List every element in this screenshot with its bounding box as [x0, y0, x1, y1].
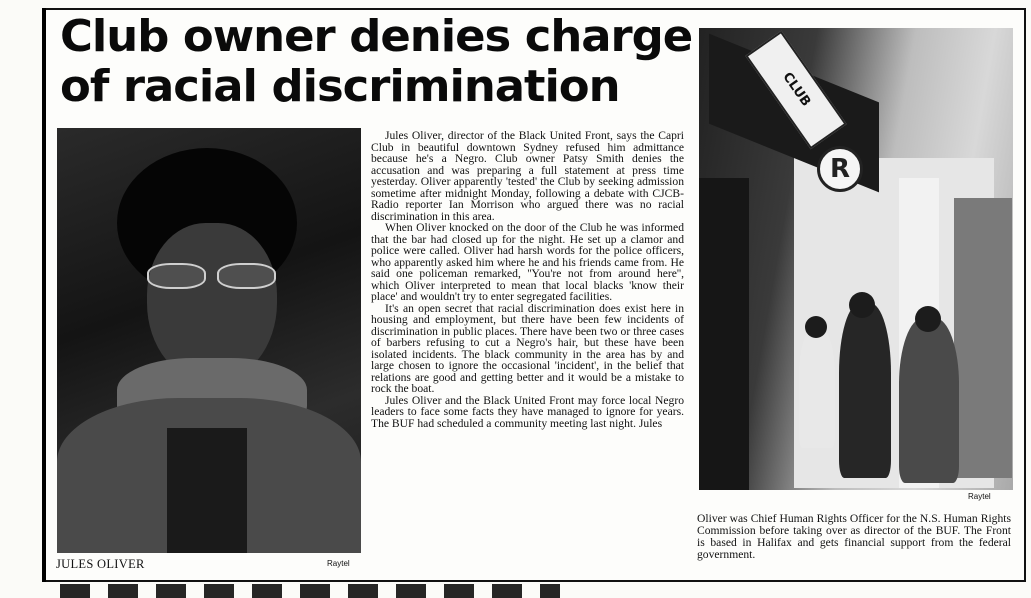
article-paragraph: It's an open secret that racial discrimination does exist here in housing and employment, but there have been few incidents of discrimination in public places. There have been two or three cases of barbers refusing to cut a Negro's hair, but these have been isolated incidents. The black community in the area has by and large chosen to ignore the occasional 'incident', in the belief that relations are good and getting better and it would be a mistake to rock the boat. [371, 301, 684, 395]
article-paragraph: Jules Oliver and the Black United Front may force local Negro leaders to face some facts they have managed to ignore for years. The BUF had scheduled a community meeting last night. Jules [371, 393, 684, 430]
photo-window-shape [954, 198, 1012, 478]
club-logo-emblem: R [817, 146, 863, 192]
photo-person-shape [799, 328, 835, 448]
photo-head-shape [849, 292, 875, 318]
article-continuation: Oliver was Chief Human Rights Officer for the N.S. Human Rights Commission before taking over as director of the BUF. The Front is based in Halifax and gets financial support from the federal government. [697, 512, 1011, 561]
headline [60, 12, 692, 112]
column-rule [42, 8, 46, 582]
photo-person-shape [899, 318, 959, 483]
photo-glasses-shape [147, 263, 277, 285]
portrait-photo [57, 128, 361, 553]
street-scene-photo [699, 28, 1013, 490]
headline-line-1: Club owner denies charge [60, 11, 693, 62]
photo-foreground-figure [699, 178, 749, 490]
portrait-photo-credit: Raytel [327, 559, 350, 568]
headline-line-2: of racial discrimination [60, 61, 620, 112]
photo-head-shape [805, 316, 827, 338]
street-photo-credit: Raytel [968, 492, 991, 501]
portrait-caption: JULES OLIVER [56, 557, 145, 571]
article-paragraph: When Oliver knocked on the door of the Club he was informed that the bar had closed up for the night. He set up a clamor and police were called. Oliver had harsh words for the police officers, who apparently asked him where he and his friends came from. He said one policeman remarked, ''You're not from around here'', which Oliver interpreted to mean that local blacks 'know their place' and wouldn't try to enter segregated facilities. [371, 221, 684, 303]
photo-person-shape [839, 303, 891, 478]
photo-head-shape [915, 306, 941, 332]
article-paragraph: Jules Oliver, director of the Black United Front, says the Capri Club in beautiful downtown Sydney refused him admittance because he's a Negro. Club owner Patsy Smith denies the accusation and was preparing a full statement at press time yesterday. Oliver apparently 'tested' the Club by seeking admission sometime after midnight Monday, following a debate with CJCB-Radio reporter Ian Morrison who argued there was no racial discrimination in this area. [371, 129, 684, 223]
photo-lapel-shape [167, 428, 247, 553]
club-sign: CLUB [745, 31, 846, 150]
article-body [371, 130, 684, 429]
